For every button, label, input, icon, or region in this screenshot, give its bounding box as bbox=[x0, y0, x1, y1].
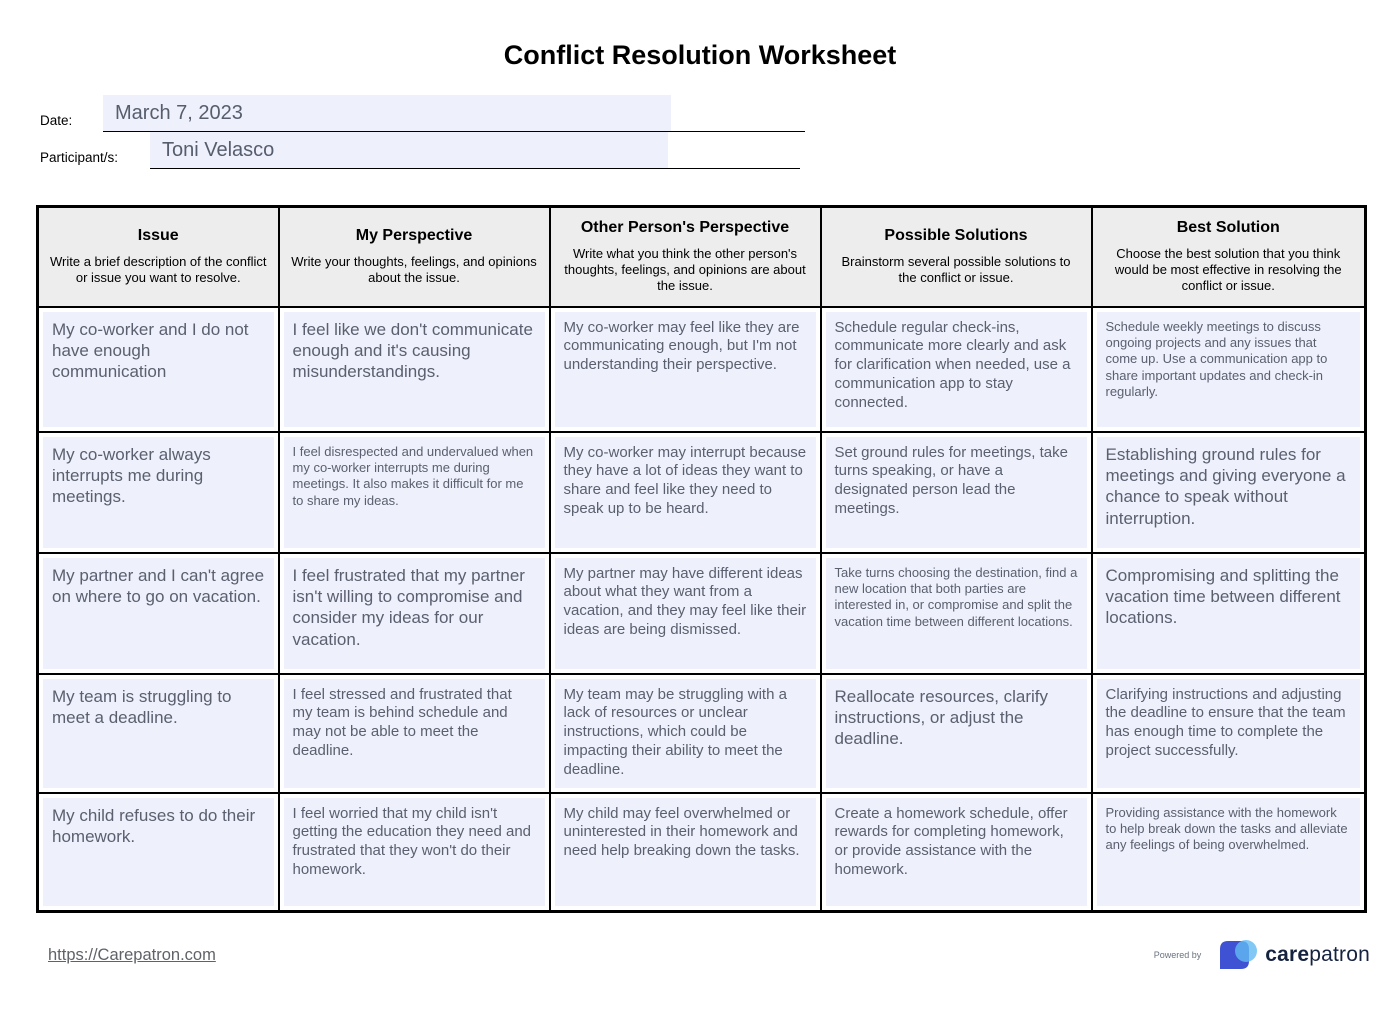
cell-text[interactable]: Take turns choosing the destination, find a new location that both parties are interested in, or compromise and split the vacation time between different locations. bbox=[826, 558, 1087, 669]
cell-text[interactable]: Reallocate resources, clarify instructions, or adjust the deadline. bbox=[826, 679, 1087, 788]
cell-text[interactable]: My child refuses to do their homework. bbox=[43, 798, 274, 907]
cell-best-solution-3[interactable] bbox=[1092, 553, 1366, 674]
cell-other-perspective-2[interactable] bbox=[550, 432, 821, 553]
date-label: Date: bbox=[40, 113, 73, 128]
table-row bbox=[38, 307, 1366, 432]
cell-my-perspective-1[interactable] bbox=[279, 307, 550, 432]
col-header-possible-solutions bbox=[821, 207, 1092, 307]
cell-possible-solutions-2[interactable] bbox=[821, 432, 1092, 553]
col-desc-my-perspective: Write your thoughts, feelings, and opinions about the issue. bbox=[291, 254, 537, 286]
col-title-possible-solutions: Possible Solutions bbox=[884, 227, 1028, 244]
wordmark-patron: patron bbox=[1309, 943, 1370, 966]
carepatron-link[interactable]: https://Carepatron.com bbox=[48, 945, 216, 964]
cell-text[interactable]: Create a homework schedule, offer rewards for completing homework, or provide assistance with the homework. bbox=[826, 798, 1087, 907]
cell-text[interactable]: Schedule regular check-ins, communicate more clearly and ask for clarification when needed, use a communication app to stay connected. bbox=[826, 312, 1087, 427]
cell-text[interactable]: My team may be struggling with a lack of resources or unclear instructions, which could be impacting their ability to meet the deadline. bbox=[555, 679, 816, 788]
col-desc-possible-solutions: Brainstorm several possible solutions to the conflict or issue. bbox=[841, 254, 1071, 286]
cell-issue-5[interactable] bbox=[38, 793, 279, 912]
cell-text[interactable]: Clarifying instructions and adjusting the deadline to ensure that the team has enough time to complete the project successfully. bbox=[1097, 679, 1361, 788]
col-title-issue: Issue bbox=[137, 227, 179, 244]
participants-label: Participant/s: bbox=[40, 150, 119, 165]
cell-other-perspective-1[interactable] bbox=[550, 307, 821, 432]
cell-my-perspective-4[interactable] bbox=[279, 674, 550, 793]
powered-by-group bbox=[1154, 937, 1370, 973]
col-title-best-solution: Best Solution bbox=[1176, 218, 1280, 236]
cell-text[interactable]: Providing assistance with the homework to help break down the tasks and alleviate any feelings of being overwhelmed. bbox=[1097, 798, 1361, 907]
date-field[interactable]: March 7, 2023 bbox=[103, 95, 671, 131]
col-desc-issue: Write a brief description of the conflict or issue you want to resolve. bbox=[49, 254, 267, 286]
col-desc-other-perspective: Write what you think the other person's thoughts, feelings, and opinions are about the issue. bbox=[564, 245, 806, 294]
cell-text[interactable]: Set ground rules for meetings, take turns speaking, or have a designated person lead the meetings. bbox=[826, 437, 1087, 548]
col-desc-best-solution: Choose the best solution that you think would be most effective in resolving the conflict or issue. bbox=[1114, 245, 1342, 294]
cell-text[interactable]: Compromising and splitting the vacation time between different locations. bbox=[1097, 558, 1361, 669]
table-row bbox=[38, 674, 1366, 793]
participants-field[interactable]: Toni Velasco bbox=[150, 132, 668, 168]
cell-best-solution-4[interactable] bbox=[1092, 674, 1366, 793]
cell-text[interactable]: I feel disrespected and undervalued when my co-worker interrupts me during meetings. It also makes it difficult for me to share my ideas. bbox=[284, 437, 545, 548]
col-header-best-solution bbox=[1092, 207, 1366, 307]
table-row bbox=[38, 553, 1366, 674]
col-header-my-perspective bbox=[279, 207, 550, 307]
participants-underline bbox=[150, 132, 800, 169]
cell-text[interactable]: Establishing ground rules for meetings and giving everyone a chance to speak without interruption. bbox=[1097, 437, 1361, 548]
cell-text[interactable]: My co-worker and I do not have enough communication bbox=[43, 312, 274, 427]
cell-other-perspective-4[interactable] bbox=[550, 674, 821, 793]
date-row bbox=[40, 95, 1400, 132]
footer bbox=[48, 937, 1370, 973]
cell-my-perspective-2[interactable] bbox=[279, 432, 550, 553]
cell-text[interactable]: My partner and I can't agree on where to go on vacation. bbox=[43, 558, 274, 669]
participants-row bbox=[40, 132, 1400, 169]
cell-issue-4[interactable] bbox=[38, 674, 279, 793]
page-title: Conflict Resolution Worksheet bbox=[503, 40, 897, 70]
table-row bbox=[38, 793, 1366, 912]
cell-text[interactable]: My co-worker may interrupt because they have a lot of ideas they want to share and feel like they need to speak up to be heard. bbox=[555, 437, 816, 548]
cell-my-perspective-5[interactable] bbox=[279, 793, 550, 912]
cell-issue-3[interactable] bbox=[38, 553, 279, 674]
col-title-my-perspective: My Perspective bbox=[355, 227, 473, 244]
cell-best-solution-2[interactable] bbox=[1092, 432, 1366, 553]
cell-text[interactable]: I feel stressed and frustrated that my team is behind schedule and may not be able to meet the deadline. bbox=[284, 679, 545, 788]
cell-issue-2[interactable] bbox=[38, 432, 279, 553]
cell-best-solution-5[interactable] bbox=[1092, 793, 1366, 912]
col-title-other-perspective: Other Person's Perspective bbox=[580, 218, 790, 236]
cell-other-perspective-5[interactable] bbox=[550, 793, 821, 912]
cell-possible-solutions-3[interactable] bbox=[821, 553, 1092, 674]
cell-text[interactable]: Schedule weekly meetings to discuss ongoing projects and any issues that come up. Use a communication app to share important updates and check-in regularly. bbox=[1097, 312, 1361, 427]
cell-text[interactable]: I feel like we don't communicate enough and it's causing misunderstandings. bbox=[284, 312, 545, 427]
cell-my-perspective-3[interactable] bbox=[279, 553, 550, 674]
cell-issue-1[interactable] bbox=[38, 307, 279, 432]
cell-text[interactable]: My child may feel overwhelmed or uninterested in their homework and need help breaking down the tasks. bbox=[555, 798, 816, 907]
table-row bbox=[38, 432, 1366, 553]
carepatron-logo-icon bbox=[1215, 937, 1259, 973]
carepatron-wordmark bbox=[1265, 943, 1370, 967]
cell-text[interactable]: I feel worried that my child isn't getting the education they need and frustrated that they won't do their homework. bbox=[284, 798, 545, 907]
cell-possible-solutions-4[interactable] bbox=[821, 674, 1092, 793]
cell-text[interactable]: My co-worker may feel like they are communicating enough, but I'm not understanding their perspective. bbox=[555, 312, 816, 427]
col-header-issue bbox=[38, 207, 279, 307]
form-area bbox=[40, 95, 1400, 169]
cell-text[interactable]: I feel frustrated that my partner isn't willing to compromise and consider my ideas for our vacation. bbox=[284, 558, 545, 669]
cell-text[interactable]: My co-worker always interrupts me during meetings. bbox=[43, 437, 274, 548]
cell-possible-solutions-5[interactable] bbox=[821, 793, 1092, 912]
wordmark-care: care bbox=[1265, 943, 1310, 966]
conflict-resolution-table bbox=[36, 205, 1367, 913]
cell-best-solution-1[interactable] bbox=[1092, 307, 1366, 432]
cell-text[interactable]: My partner may have different ideas about what they want from a vacation, and they may feel like their ideas are being dismissed. bbox=[555, 558, 816, 669]
cell-possible-solutions-1[interactable] bbox=[821, 307, 1092, 432]
date-underline bbox=[103, 95, 805, 132]
powered-by-label: Powered by bbox=[1153, 950, 1202, 960]
cell-text[interactable]: My team is struggling to meet a deadline. bbox=[43, 679, 274, 788]
col-header-other-perspective bbox=[550, 207, 821, 307]
cell-other-perspective-3[interactable] bbox=[550, 553, 821, 674]
table-header-row bbox=[38, 207, 1366, 307]
